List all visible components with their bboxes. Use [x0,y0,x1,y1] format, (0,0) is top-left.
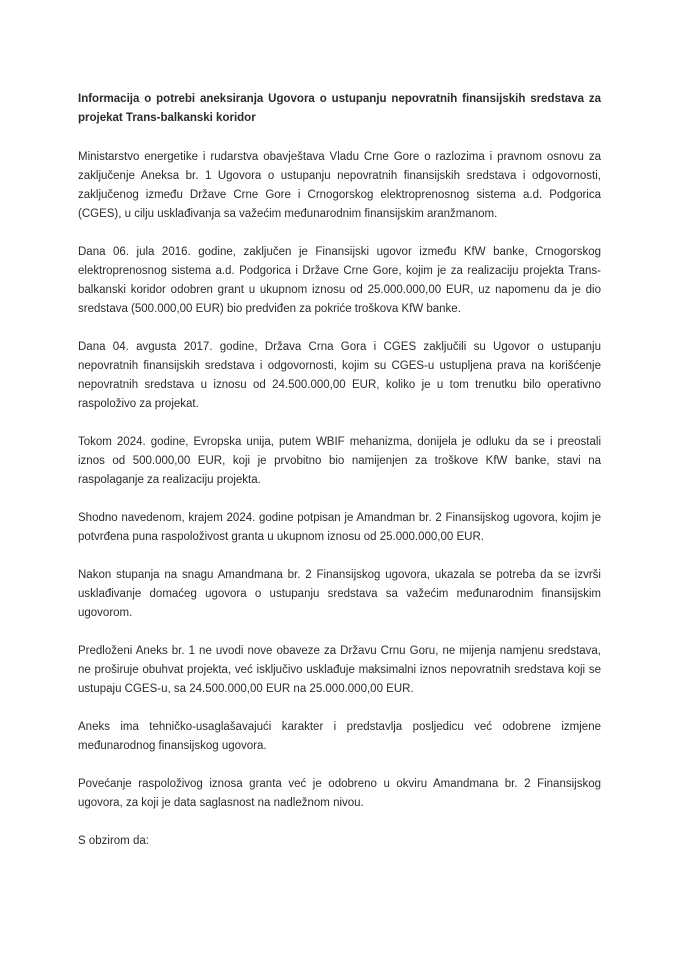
paragraph-ministry-notice: Ministarstvo energetike i rudarstva obavještava Vladu Crne Gore o razlozima i pravnom osnovu za zaključenje Aneksa br. 1 Ugovora o ustupanju nepovratnih finansijskih sredstava i odgovornosti, zaključenog između Države Crne Gore i Crnogorskog elektroprenosnog sistema a.d. Podgorica (CGES), u cilju usklađivanja sa važećim međunarodnim finansijskim aranžmanom. [78,151,601,220]
paragraph-financial-contract-2016: Dana 06. jula 2016. godine, zaključen je Finansijski ugovor između KfW banke, Crnogorskog elektroprenosnog sistema a.d. Podgorica i Države Crne Gore, kojim je za realizaciju projekta Trans-balkanski koridor odobren grant u ukupnom iznosu od 25.000.000,00 EUR, uz napomenu da je dio sredstava (500.000,00 EUR) bio predviđen za pokriće troškova KfW banke. [78,246,601,315]
paragraph-amendment-2-signed: Shodno navedenom, krajem 2024. godine potpisan je Amandman br. 2 Finansijskog ugovora, kojim je potvrđena puna raspoloživost granta u ukupnom iznosu od 25.000.000,00 EUR. [78,512,601,543]
paragraph-considering-lead-in: S obzirom da: [78,835,149,847]
paragraph-grant-increase-approved: Povećanje raspoloživog iznosa granta već je odobreno u okviru Amandmana br. 2 Finansijskog ugovora, za koji je data saglasnost na nadležnom nivou. [78,778,601,809]
paragraph-technical-character: Aneks ima tehničko-usaglašavajući karakter i predstavlja posljedicu već odobrene izmjene međunarodnog finansijskog ugovora. [78,721,601,752]
paragraph-eu-wbif-decision-2024: Tokom 2024. godine, Evropska unija, putem WBIF mehanizma, donijela je odluku da se i preostali iznos od 500.000,00 EUR, koji je prvobitno bio namijenjen za troškove KfW banke, stavi na raspolaganje za realizaciju projekta. [78,436,601,486]
paragraph-assignment-contract-2017: Dana 04. avgusta 2017. godine, Država Crna Gora i CGES zaključili su Ugovor o ustupanju nepovratnih finansijskih sredstava i odgovornosti, kojim su CGES-u ustupljena prava na korišćenje nepovratnih sredstava u iznosu od 24.500.000,00 EUR, koliko je u tom trenutku bilo operativno raspoloživo za projekat. [78,341,601,410]
document-title: Informacija o potrebi aneksiranja Ugovora o ustupanju nepovratnih finansijskih sredstava za projekat Trans-balkanski koridor [78,93,601,124]
paragraph-annex-1-scope: Predloženi Aneks br. 1 ne uvodi nove obaveze za Državu Crnu Goru, ne mijenja namjenu sredstava, ne proširuje obuhvat projekta, već isključivo usklađuje maksimalni iznos nepovratnih sredstava koji se ustupaju CGES-u, sa 24.500.000,00 EUR na 25.000.000,00 EUR. [78,645,601,695]
paragraph-harmonization-need: Nakon stupanja na snagu Amandmana br. 2 Finansijskog ugovora, ukazala se potreba da se izvrši usklađivanje domaćeg ugovora o ustupanju sredstava sa važećim međunarodnim finansijskim ugovorom. [78,569,601,619]
